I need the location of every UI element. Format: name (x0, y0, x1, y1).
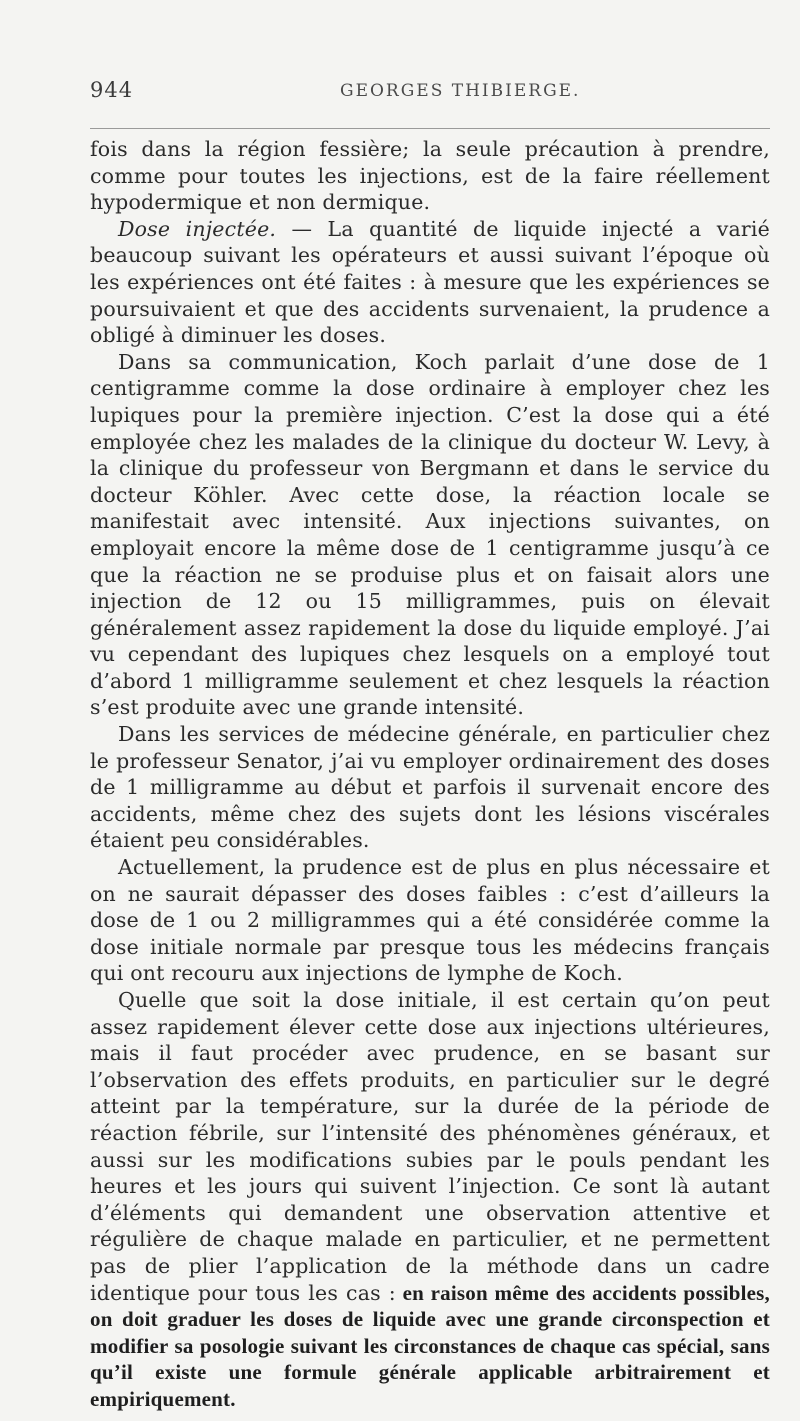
paragraph-text: Dans sa communication, Koch parlait d’une dose de 1 centigramme comme la dose ordinaire à employer chez les lupiques pour la première injection. C’est la dose qui a été employée chez les malades de la clinique du docteur W. Levy, à la clinique du professeur von Bergmann et dans le service du docteur Köhler. Avec cette dose, la réaction locale se manifestait avec intensité. Aux injections suivantes, on employait encore la même dose de 1 centigramme jusqu’à ce que la réaction ne se produise plus et on faisait alors une injection de 12 ou 15 milligrammes, puis on élevait généralement assez rapidement la dose du liquide employé. J’ai vu cependant des lupiques chez lesquels on a employé tout d’abord 1 milligramme seulement et chez lesquels la réaction s’est produite avec une grande intensité. (90, 349, 770, 720)
paragraph (90, 349, 770, 721)
paragraph-text: Dans les services de médecine générale, en particulier chez le professeur Senator, j’ai vu employer ordinairement des doses de 1 milligramme au début et parfois il survenait encore des accidents, même chez des sujets dont les lésions viscérales étaient peu considérables. (90, 722, 770, 853)
paragraph (90, 721, 770, 854)
paragraph-text-emphasized: en raison même des accidents possibles, on doit graduer les doses de liquide avec une grande circonspection et modifier sa posologie suivant les circonstances de chaque cas spécial, sans qu’il existe une formule générale applicable arbitrairement et empiriquement. (90, 1280, 770, 1411)
page-number: 944 (90, 78, 134, 102)
paragraph-text: fois dans la région fessière; la seule précaution à prendre, comme pour toutes les injections, est de la faire réellement hypodermique et non dermique. (90, 137, 770, 215)
paragraph (90, 136, 770, 216)
paragraph (90, 987, 770, 1413)
paragraph-text: Actuellement, la prudence est de plus en plus nécessaire et on ne saurait dépasser des doses faibles : c’est d’ailleurs la dose de 1 ou 2 milligrammes qui a été considérée comme la dose initiale normale par presque tous les médecins français qui ont recouru aux injections de lymphe de Koch. (90, 855, 770, 986)
header-rule (90, 128, 770, 129)
paragraph-text: Quelle que soit la dose initiale, il est certain qu’on peut assez rapidement élever cette dose aux injections ultérieures, mais il faut procéder avec prudence, en se basant sur l’observation des effets produits, en particulier sur le degré atteint par la température, sur la durée de la période de réaction fébrile, sur l’intensité des phénomènes généraux, et aussi sur les modifications subies par le pouls pendant les heures et les jours qui suivent l’injection. Ce sont là autant d’éléments qui demandent une observation attentive et régulière de chaque malade en particulier, et ne permettent pas de plier l’application de la méthode dans un cadre identique pour tous les cas : (90, 988, 770, 1305)
paragraph-text: — La quantité de liquide injecté a varié beaucoup suivant les opérateurs et aussi suivant l’époque où les expériences ont été faites : à mesure que les expériences se poursuivaient et que des accidents survenaient, la prudence a obligé à diminuer les doses. (90, 216, 770, 348)
paragraph (90, 854, 770, 987)
body-text (90, 136, 770, 1413)
running-head: GEORGES THIBIERGE. (340, 81, 581, 101)
page-header (90, 78, 770, 108)
section-heading: Dose injectée. (118, 216, 277, 241)
paragraph (90, 216, 770, 349)
